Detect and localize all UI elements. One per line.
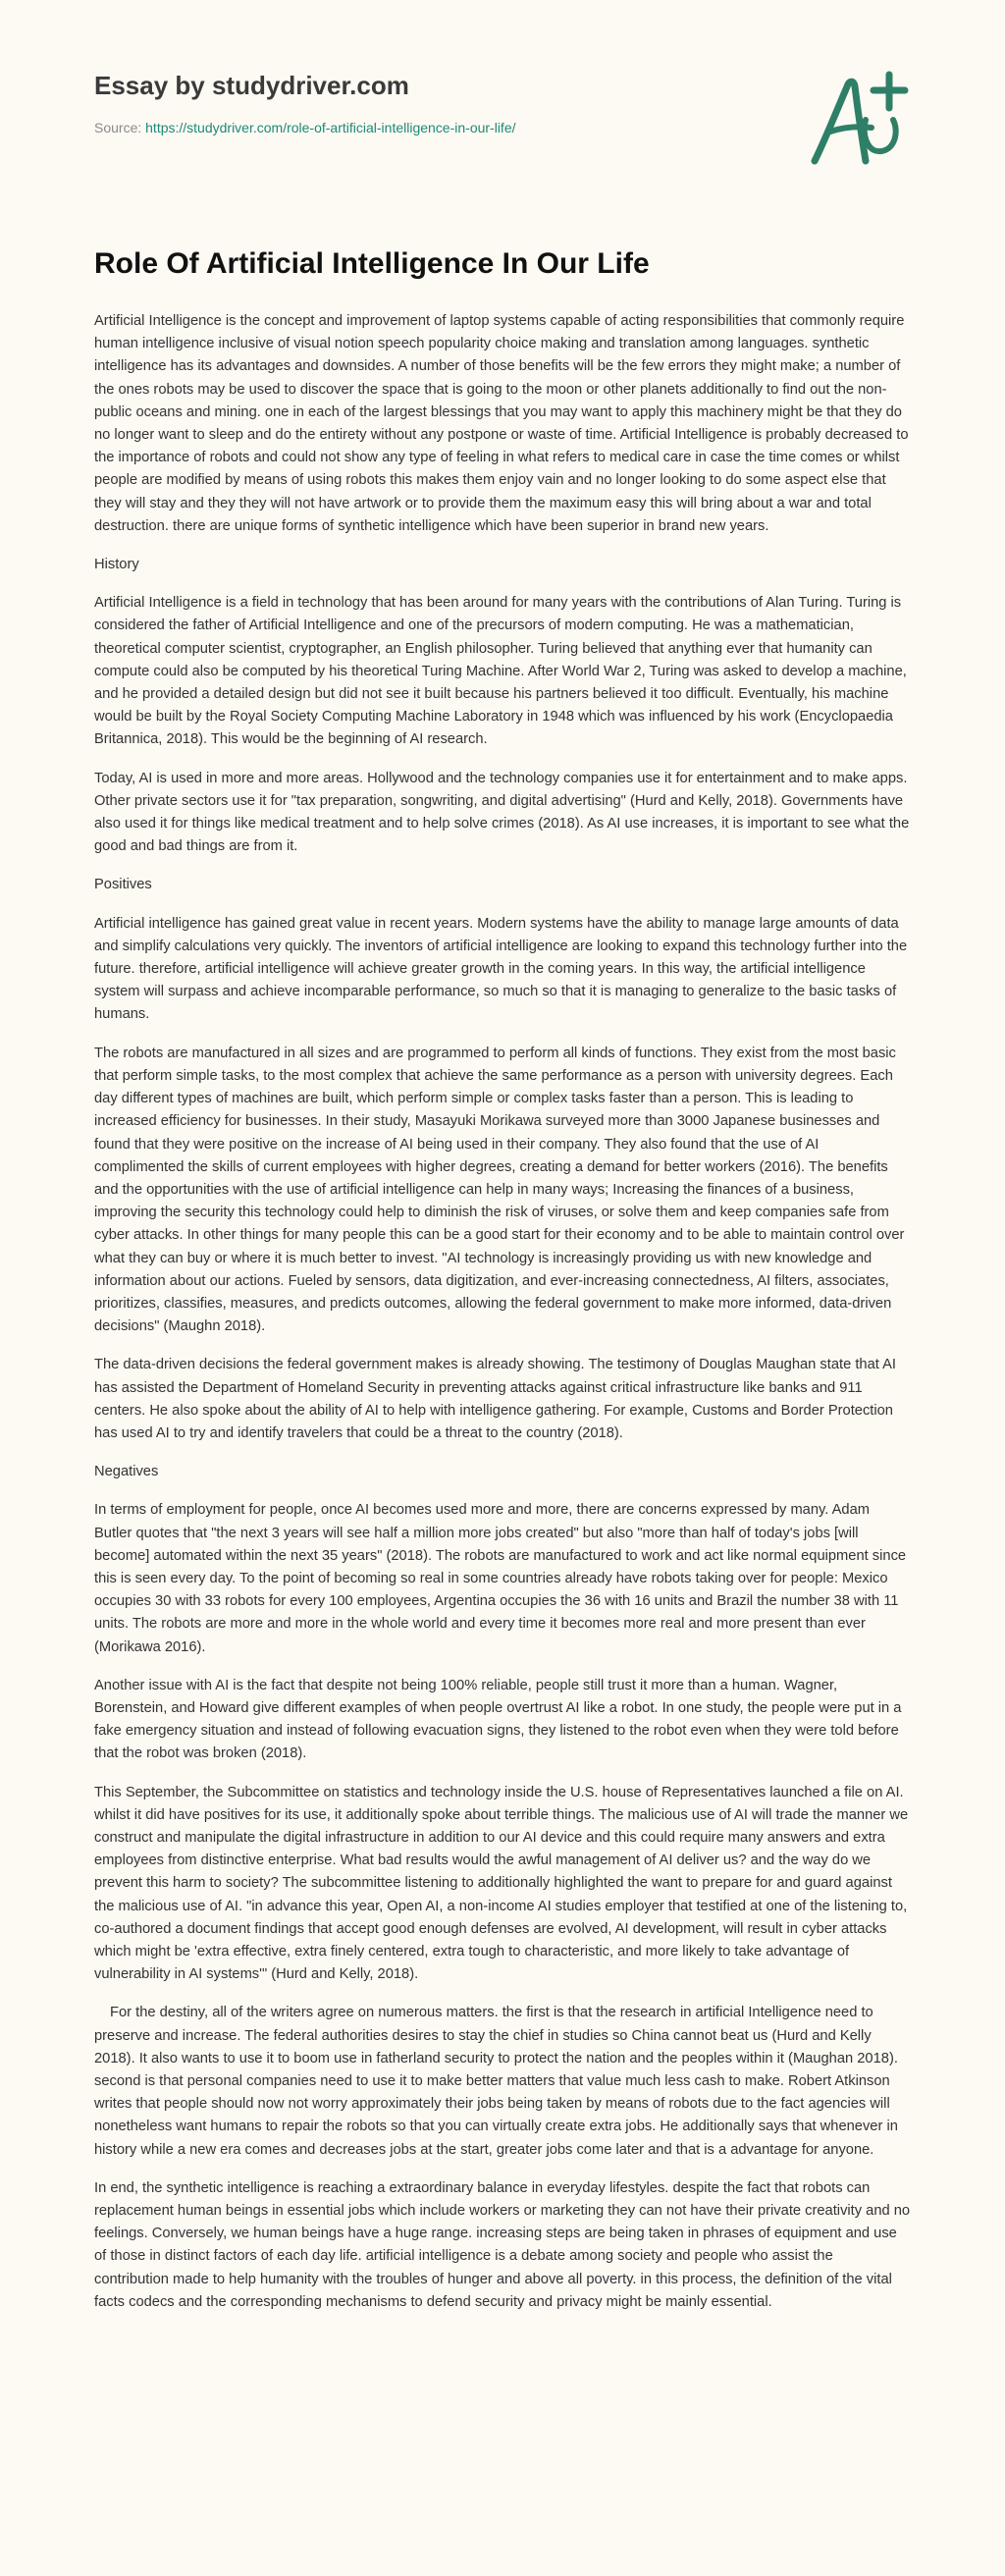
paragraph-conclusion: In end, the synthetic intelligence is reaching a extraordinary balance in everyday lifestyles. despite the fact that robots can replacement human beings in essential jobs which include workers or marketing they can not have their private creativity and no feelings. Conversely, we human beings have a huge range. increasing steps are being taken in phrases of equipment and use of those in distinct factors of each day life. artificial intelligence is a debate among society and people who assist the contribution made to help humanity with the troubles of hunger and above all poverty. in this process, the definition of the vital facts codecs and the corresponding mechanisms to defend security and privacy might be mainly essential.: [94, 2179, 911, 2310]
section-heading-history: History: [94, 557, 139, 573]
paragraph-positives-3: The data-driven decisions the federal government makes is already showing. The testimony of Douglas Maughan state that AI has assisted the Department of Homeland Security in preventing attacks against critical infrastructure like banks and 911 centers. He also spoke about the ability of AI to help with intelligence gathering. For example, Customs and Border Protection has used AI to try and identify travelers that could be a threat to the country (2018).: [94, 1357, 896, 1441]
page-title: Role Of Artificial Intelligence In Our Life: [94, 247, 650, 280]
paragraph-positives-1: Artificial intelligence has gained great value in recent years. Modern systems have the ability to manage large amounts of data and simplify calculations very quickly. The inventors of artificial intelligence are looking to expand this technology further into the future. therefore, artificial intelligence will achieve greater growth in the coming years. In this way, the artificial intelligence system will surpass and achieve incomparable performance, so much so that it is managing to generalize to the basic tasks of humans.: [94, 915, 908, 1023]
paragraph-history-1: Artificial Intelligence is a field in technology that has been around for many years with the contributions of Alan Turing. Turing is considered the father of Artificial Intelligence and one of the precursors of modern computing. He was a mathematician, theoretical computer scientist, cryptographer, an English philosopher. Turing believed that anything ever that humanity can compute could also be computed by his theoretical Turing Machine. After World War 2, Turing was asked to develop a machine, and he provided a detailed design but did not see it built because his partners believed it too difficult. Eventually, his machine would be built by the Royal Society Computing Machine Laboratory in 1948 which was influenced by his work (Encyclopaedia Britannica, 2018). This would be the beginning of AI research.: [94, 595, 907, 748]
essay-content: [94, 245, 911, 2330]
paragraph-positives-2: The robots are manufactured in all sizes and are programmed to perform all kinds of functions. They exist from the most basic that perform simple tasks, to the most complex that achieve the same performance as a person with university degrees. Each day different types of machines are built, which perform simple or complex tasks faster than a person. This is leading to increased efficiency for businesses. In their study, Masayuki Morikawa surveyed more than 3000 Japanese businesses and found that they were positive on the increase of AI being used in their company. They also found that the use of AI complimented the skills of current employees with higher degrees, creating a demand for better workers (2016). The benefits and the opportunities with the use of artificial intelligence can help in many ways; Increasing the finances of a business, improving the security this technology could help to diminish the risk of viruses, or solve them and keep companies safe from cyber attacks. In other things for many people this can be a good start for their economy and to be able to maintain control over what they can buy or where it is much better to invest. "AI technology is increasingly providing us with new knowledge and information about our actions. Fueled by sensors, data digitization, and ever-increasing connectedness, AI filters, associates, prioritizes, classifies, measures, and predicts outcomes, allowing the federal government to make more informed, data-driven decisions" (Maughn 2018).: [94, 1045, 905, 1335]
paragraph-negatives-4: For the destiny, all of the writers agree on numerous matters. the first is that the research in artificial Intelligence need to preserve and increase. The federal authorities desires to stay the chief in studies so China cannot beat us (Hurd and Kelly 2018). It also wants to use it to boom use in fatherland security to protect the nation and the peoples within it (Maughan 2018). second is that personal companies need to use it to make better matters that value much less cash to make. Robert Atkinson writes that people should now not worry approximately their jobs being taken by means of robots due to the fact agencies will nonetheless want humans to repair the robots so that you can virtually create extra jobs. He additionally says that whenever in history while a new era comes and decreases jobs at the start, greater jobs come later and that is a advantage for anyone.: [94, 2005, 898, 2158]
source-label: Source:: [94, 120, 146, 135]
site-title: Essay by studydriver.com: [94, 71, 409, 100]
page-header: [94, 69, 911, 137]
source-line: [94, 118, 911, 137]
studydriver-logo-icon: [803, 63, 913, 171]
paragraph-negatives-2: Another issue with AI is the fact that despite not being 100% reliable, people still trust it more than a human. Wagner, Borenstein, and Howard give different examples of when people overtrust AI like a robot. In one study, the people were put in a fake emergency situation and instead of following evacuation signs, they listened to the robot even when they were told before that the robot was broken (2018).: [94, 1677, 902, 1762]
section-heading-negatives: Negatives: [94, 1464, 159, 1480]
paragraph-negatives-1: In terms of employment for people, once AI becomes used more and more, there are concerns expressed by many. Adam Butler quotes that "the next 3 years will see half a million more jobs created" but also "more than half of today's jobs [will become] automated within the next 35 years" (2018). The robots are manufactured to work and act like normal equipment since this is seen every day. To the point of becoming so real in some countries already have robots taking over for people: Mexico occupies 30 with 33 robots for every 100 employees, Argentina occupies the 36 with 16 units and Brazil the number 38 with 11 units. The robots are more and more in the whole world and every time it becomes more real and more present than ever (Morikawa 2016).: [94, 1502, 907, 1655]
section-heading-positives: Positives: [94, 877, 152, 893]
paragraph-negatives-3: This September, the Subcommittee on statistics and technology inside the U.S. house of Representatives launched a file on AI. whilst it did have positives for its use, it additionally spoke about terrible things. The malicious use of AI will trade the manner we construct and manipulate the digital infrastructure in addition to our AI device and this could require many answers and extra employees from distinctive enterprise. What bad results would the awful management of AI deliver us? and the way do we prevent this harm to society? The subcommittee listening to additionally highlighted the want to prepare for and guard against the malicious use of AI. "in advance this year, Open AI, a non-income AI studies employer that testified at one of the listening to, co-authored a document findings that accept good enough defenses are evolved, AI development, will result in cyber attacks which might be 'extra effective, extra finely centered, extra tough to characteristic, and more likely to take advantage of vulnerability in AI systems'" (Hurd and Kelly, 2018).: [94, 1784, 909, 1983]
source-link[interactable]: https://studydriver.com/role-of-artificial-intelligence-in-our-life/: [145, 120, 516, 135]
paragraph-intro: Artificial Intelligence is the concept and improvement of laptop systems capable of acting responsibilities that commonly require human intelligence inclusive of visual notion speech popularity choice making and translation among languages. synthetic intelligence has its advantages and downsides. A number of those benefits will be the few errors they might make; a number of the ones robots may be used to discover the space that is going to the moon or other planets additionally to find out the non-public oceans and mining. one in each of the largest blessings that you may want to apply this machinery might be that they do no longer want to sleep and do the entirety without any postpone or waste of time. Artificial Intelligence is probably decreased to the importance of robots and could not show any type of feeling in what refers to medical care in case the time comes or whilst people are modified by means of using robots this makes them enjoy vain and no longer looking to do some aspect else that they will stay and they they will not have artwork or to provide them the maximum easy this will bring about a war and total destruction. there are unique forms of synthetic intelligence which have been superior in brand new years.: [94, 313, 909, 534]
paragraph-history-2: Today, AI is used in more and more areas. Hollywood and the technology companies use it for entertainment and to make apps. Other private sectors use it for "tax preparation, songwriting, and digital advertising" (Hurd and Kelly, 2018). Governments have also used it for things like medical treatment and to help solve crimes (2018). As AI use increases, it is important to see what the good and bad things are from it.: [94, 770, 910, 855]
